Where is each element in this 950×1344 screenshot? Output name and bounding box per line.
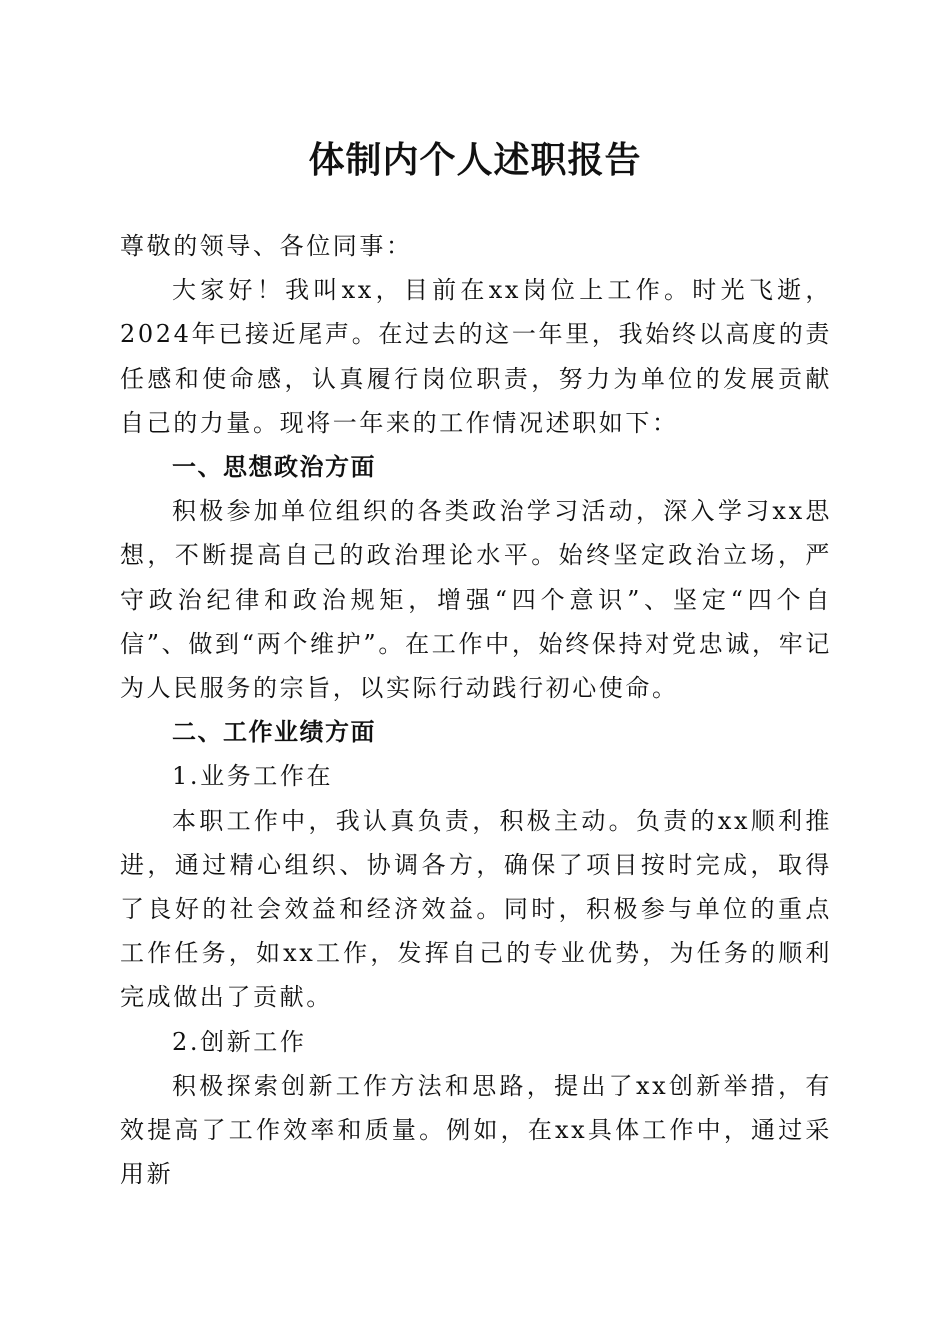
intro-paragraph: 大家好！我叫xx，目前在xx岗位上工作。时光飞逝，2024年已接近尾声。在过去的这一年里，我始终以高度的责任感和使命感，认真履行岗位职责，努力为单位的发展贡献自己的力量。现将一年来的工作情况述职如下：	[120, 276, 832, 437]
document-body	[120, 224, 832, 1196]
political-paragraph: 积极参加单位组织的各类政治学习活动，深入学习xx思想，不断提高自己的政治理论水平。始终坚定政治立场，严守政治纪律和政治规矩，增强“四个意识”、坚定“四个自信”、做到“两个维护”。在工作中，始终保持对党忠诚，牢记为人民服务的宗旨，以实际行动践行初心使命。	[120, 497, 832, 703]
section-heading-performance: 二、工作业绩方面	[172, 718, 376, 747]
innovation-work-paragraph: 积极探索创新工作方法和思路，提出了xx创新举措，有效提高了工作效率和质量。例如，在xx具体工作中，通过采用新	[120, 1071, 832, 1189]
salutation: 尊敬的领导、各位同事：	[120, 232, 413, 260]
subheading-innovation-work: 2.创新工作	[172, 1027, 307, 1056]
subheading-business-work: 1.业务工作在	[172, 762, 334, 791]
document-title: 体制内个人述职报告	[308, 139, 642, 181]
section-heading-political: 一、思想政治方面	[172, 453, 376, 482]
business-work-paragraph: 本职工作中，我认真负责，积极主动。负责的xx顺利推进，通过精心组织、协调各方，确保了项目按时完成，取得了良好的社会效益和经济效益。同时，积极参与单位的重点工作任务，如xx工作，发挥自己的专业优势，为任务的顺利完成做出了贡献。	[120, 806, 832, 1012]
